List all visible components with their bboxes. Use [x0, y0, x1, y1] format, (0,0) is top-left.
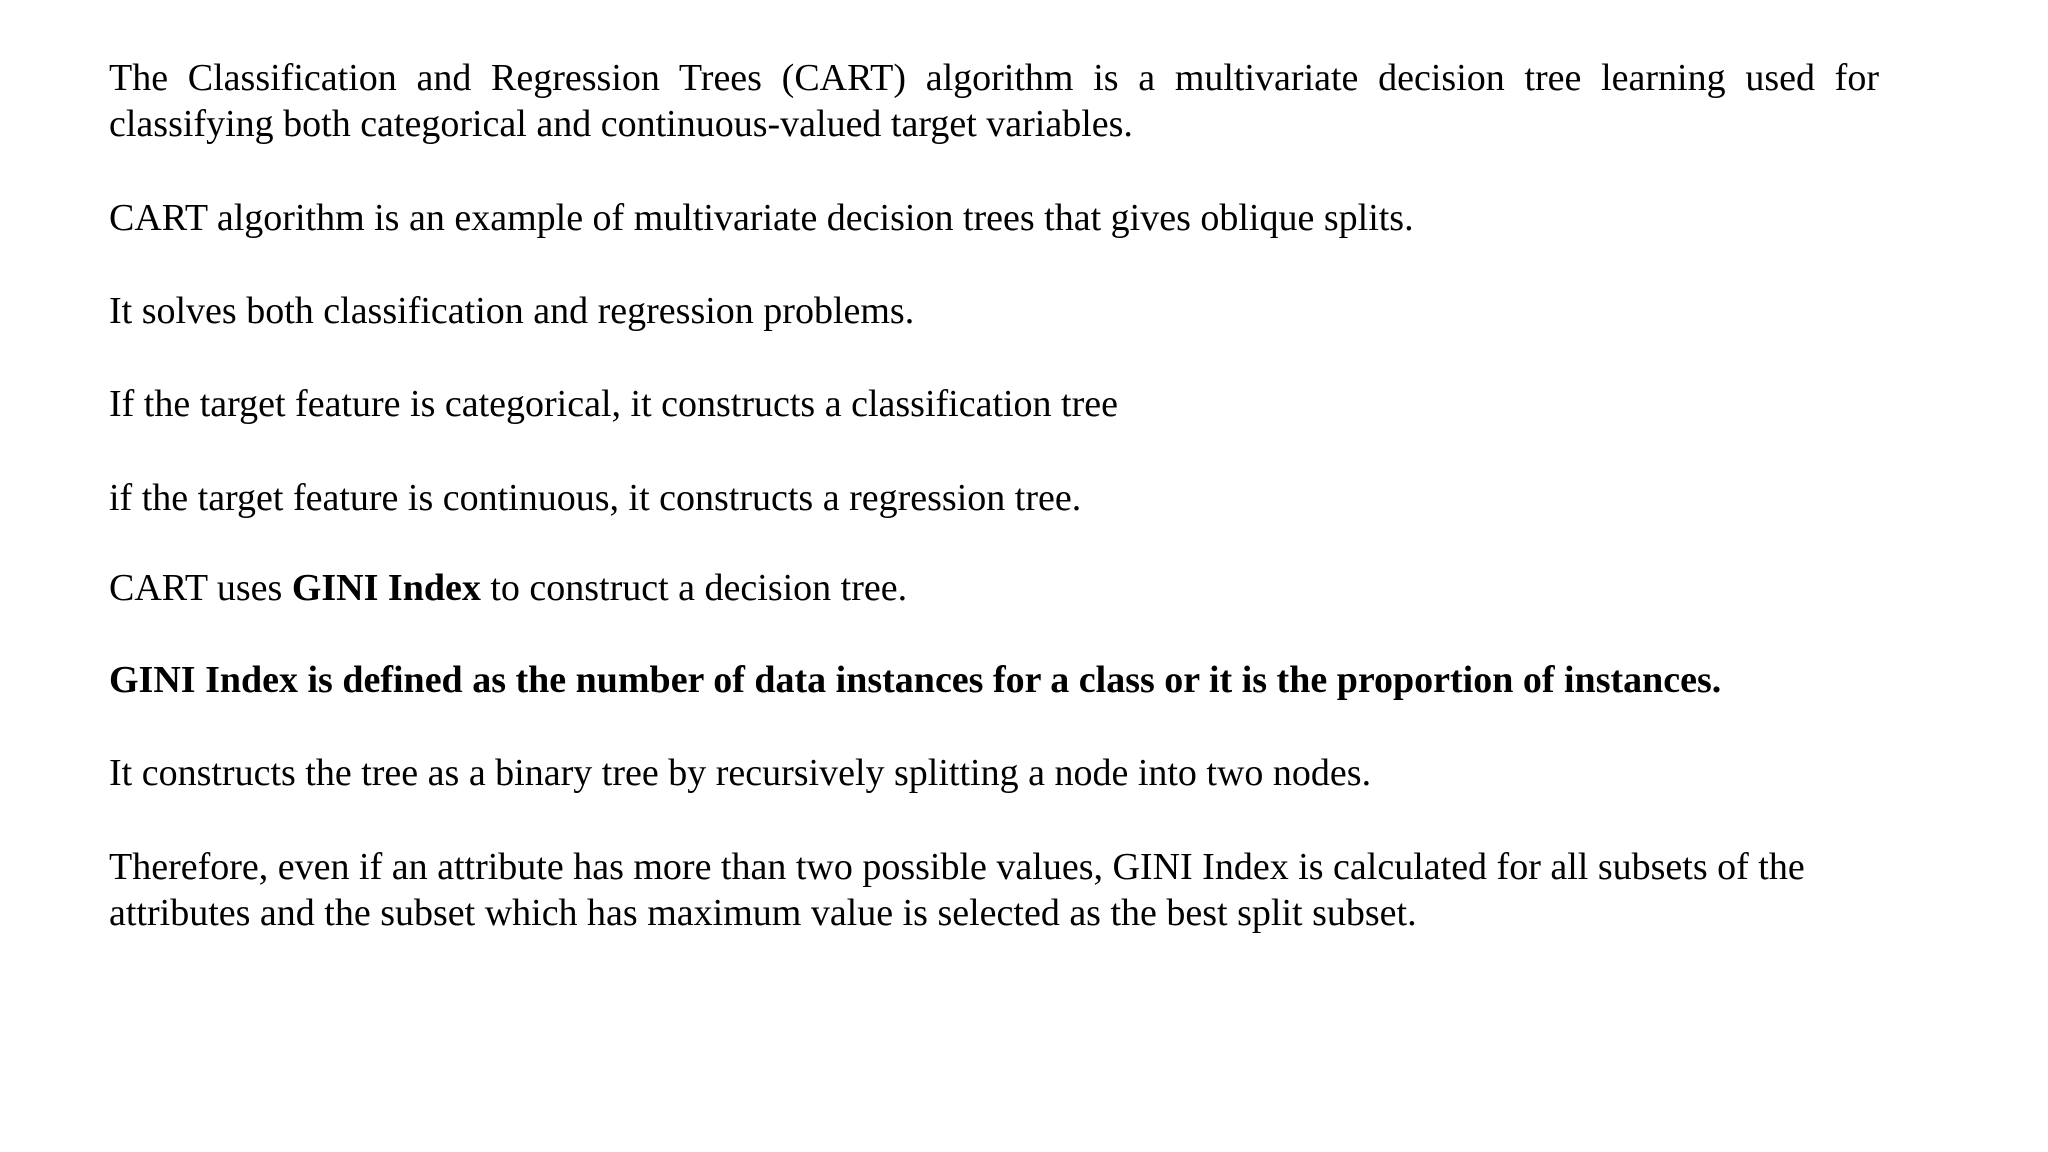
paragraph-line: classifying both categorical and continuous-valued target variables. — [109, 103, 1133, 145]
paragraph-subsets — [109, 844, 1879, 936]
paragraph-line: attributes and the subset which has maximum value is selected as the best split subset. — [109, 892, 1417, 934]
bold-term-gini-index: GINI Index — [291, 567, 481, 609]
paragraph-cart-definition — [109, 55, 1879, 147]
text-segment: CART uses — [109, 567, 292, 609]
paragraph-binary-tree: It constructs the tree as a binary tree by recursively splitting a node into two nodes. — [109, 752, 1372, 794]
text-segment: to construct a decision tree. — [480, 567, 908, 609]
paragraph-oblique-splits: CART algorithm is an example of multivariate decision trees that gives oblique splits. — [109, 197, 1414, 239]
paragraph-line: The Classification and Regression Trees (CART) algorithm is a multivariate decision tree learning used for — [109, 57, 1879, 99]
paragraph-classification-tree: If the target feature is categorical, it constructs a classification tree — [109, 383, 1119, 425]
paragraph-line: Therefore, even if an attribute has more than two possible values, GINI Index is calculated for all subsets of the — [109, 846, 1805, 888]
paragraph-gini-definition: GINI Index is defined as the number of data instances for a class or it is the proportion of instances. — [109, 659, 1722, 701]
paragraph-problems: It solves both classification and regression problems. — [109, 290, 915, 332]
paragraph-gini-usage — [109, 565, 1879, 611]
paragraph-regression-tree: if the target feature is continuous, it constructs a regression tree. — [109, 477, 1082, 519]
